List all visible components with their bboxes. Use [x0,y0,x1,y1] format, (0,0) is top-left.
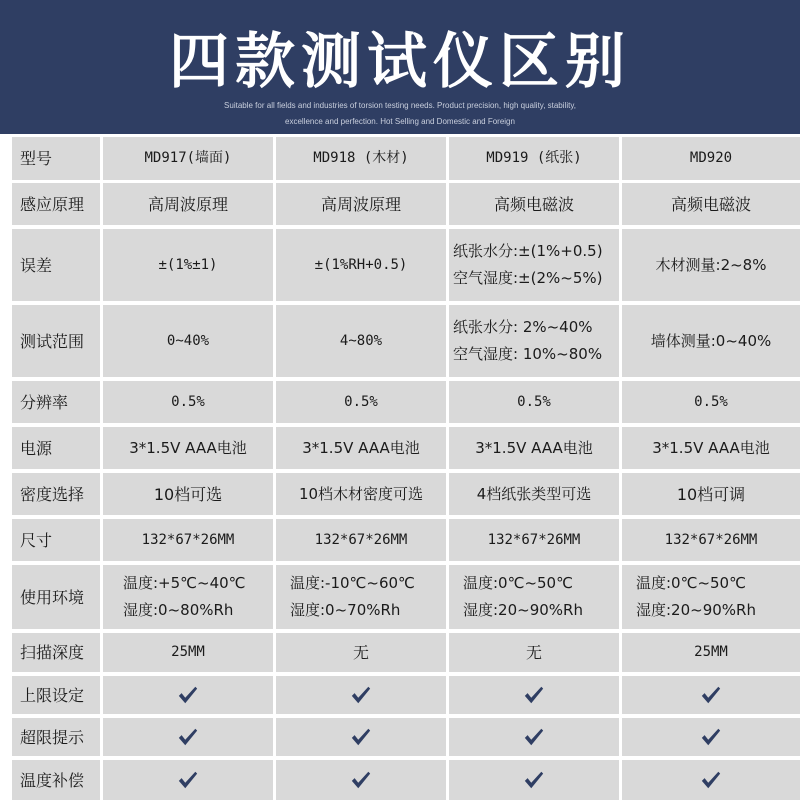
table-row-density [0,473,800,515]
row-label: 扫描深度 [12,633,100,672]
row-label: 尺寸 [12,519,100,561]
comparison-table [0,134,800,800]
table-cell [276,229,446,301]
table-cell [622,229,800,301]
table-row-over-limit [0,718,800,756]
table-cell [449,760,619,800]
cell-text: 空气湿度:±(2%~5%) [453,269,603,287]
cell-text: 墙体测量:0~40% [650,331,772,350]
cell-text: ±(1%±1) [158,256,218,273]
cell-text: 温度:+5℃~40℃ [123,574,246,592]
table-row-environment [0,565,800,629]
table-cell: 无 [276,633,446,672]
table-cell: 132*67*26MM [276,519,446,561]
cell-text: 木材测量:2~8% [655,255,767,274]
table-cell [622,718,800,756]
table-cell: 高周波原理 [276,183,446,225]
table-cell [449,229,619,301]
model-name: MD919 (纸张) [486,150,582,166]
checkmark-icon [350,684,372,706]
cell-text: ±(1%RH+0.5) [314,256,408,273]
table-cell [622,305,800,377]
page-subtitle [205,98,595,130]
row-label: 型号 [12,137,100,180]
cell-text: 温度:0℃~50℃ [636,574,746,592]
cell-text: 0~40% [166,332,210,349]
table-cell: 高频电磁波 [622,183,800,225]
table-cell: 10档木材密度可选 [276,473,446,515]
checkmark-icon [523,769,545,791]
cell-text: 湿度:0~80%Rh [123,601,234,619]
row-label: 测试范围 [12,305,100,377]
table-cell [103,565,273,629]
checkmark-icon [700,769,722,791]
checkmark-icon [700,726,722,748]
cell-text: 湿度:20~90%Rh [463,601,583,619]
table-cell: 132*67*26MM [622,519,800,561]
cell-text: 4~80% [339,332,383,349]
table-row-principle [0,183,800,225]
table-cell [449,676,619,714]
checkmark-icon [350,726,372,748]
subtitle-line-2: excellence and perfection. Hot Selling and Domestic and Foreign [285,117,515,126]
header-banner [0,0,800,134]
table-cell: 高周波原理 [103,183,273,225]
table-cell: 0.5% [449,381,619,423]
cell-text: 空气湿度: 10%~80% [453,345,603,363]
table-cell: 3*1.5V AAA电池 [449,427,619,469]
page-title: 四款测试仪区别 [169,27,631,97]
row-label: 感应原理 [12,183,100,225]
table-cell: 高频电磁波 [449,183,619,225]
table-cell: 3*1.5V AAA电池 [622,427,800,469]
table-row-size [0,519,800,561]
row-label: 密度选择 [12,473,100,515]
table-cell: 4档纸张类型可选 [449,473,619,515]
table-cell: 10档可选 [103,473,273,515]
table-cell [449,565,619,629]
cell-text: 湿度:20~90%Rh [636,601,756,619]
table-row-model [0,137,800,180]
table-cell: 132*67*26MM [103,519,273,561]
table-cell: 25MM [622,633,800,672]
model-cell [449,137,619,180]
subtitle-line-1: Suitable for all fields and industries of torsion testing needs. Product precision, high quality, stability, [224,101,576,110]
model-name: MD917(墙面) [144,150,232,166]
table-cell [276,565,446,629]
table-cell: 3*1.5V AAA电池 [276,427,446,469]
table-cell [103,229,273,301]
row-label: 分辨率 [12,381,100,423]
table-cell: 无 [449,633,619,672]
table-cell: 0.5% [276,381,446,423]
model-cell [276,137,446,180]
table-cell [103,305,273,377]
table-cell [622,676,800,714]
table-cell [622,565,800,629]
table-cell [276,760,446,800]
checkmark-icon [177,684,199,706]
table-cell [449,305,619,377]
cell-text: 湿度:0~70%Rh [290,601,401,619]
table-cell: 3*1.5V AAA电池 [103,427,273,469]
model-cell [622,137,800,180]
table-cell [276,676,446,714]
row-label: 使用环境 [12,565,100,629]
table-row-scan-depth [0,633,800,672]
model-name: MD918 (木材) [313,150,409,166]
table-cell: 0.5% [622,381,800,423]
table-cell [103,718,273,756]
cell-text: 温度:-10℃~60℃ [290,574,415,592]
table-row-resolution [0,381,800,423]
table-row-error [0,229,800,301]
table-cell: 0.5% [103,381,273,423]
table-row-range [0,305,800,377]
table-cell: 132*67*26MM [449,519,619,561]
table-cell [622,760,800,800]
table-cell: 25MM [103,633,273,672]
checkmark-icon [350,769,372,791]
row-label: 误差 [12,229,100,301]
table-cell [103,676,273,714]
table-cell [103,760,273,800]
table-row-upper-limit [0,676,800,714]
table-row-temp-compensation [0,760,800,800]
cell-text: 温度:0℃~50℃ [463,574,573,592]
model-cell [103,137,273,180]
table-cell [449,718,619,756]
checkmark-icon [177,726,199,748]
row-label: 温度补偿 [12,760,100,800]
table-cell: 10档可调 [622,473,800,515]
table-row-power [0,427,800,469]
cell-text: 纸张水分:±(1%+0.5) [453,242,603,260]
row-label: 超限提示 [12,718,100,756]
row-label: 上限设定 [12,676,100,714]
model-name: MD920 [689,150,733,166]
table-cell [276,718,446,756]
checkmark-icon [700,684,722,706]
checkmark-icon [177,769,199,791]
table-cell [276,305,446,377]
checkmark-icon [523,726,545,748]
cell-text: 纸张水分: 2%~40% [453,318,593,336]
row-label: 电源 [12,427,100,469]
checkmark-icon [523,684,545,706]
